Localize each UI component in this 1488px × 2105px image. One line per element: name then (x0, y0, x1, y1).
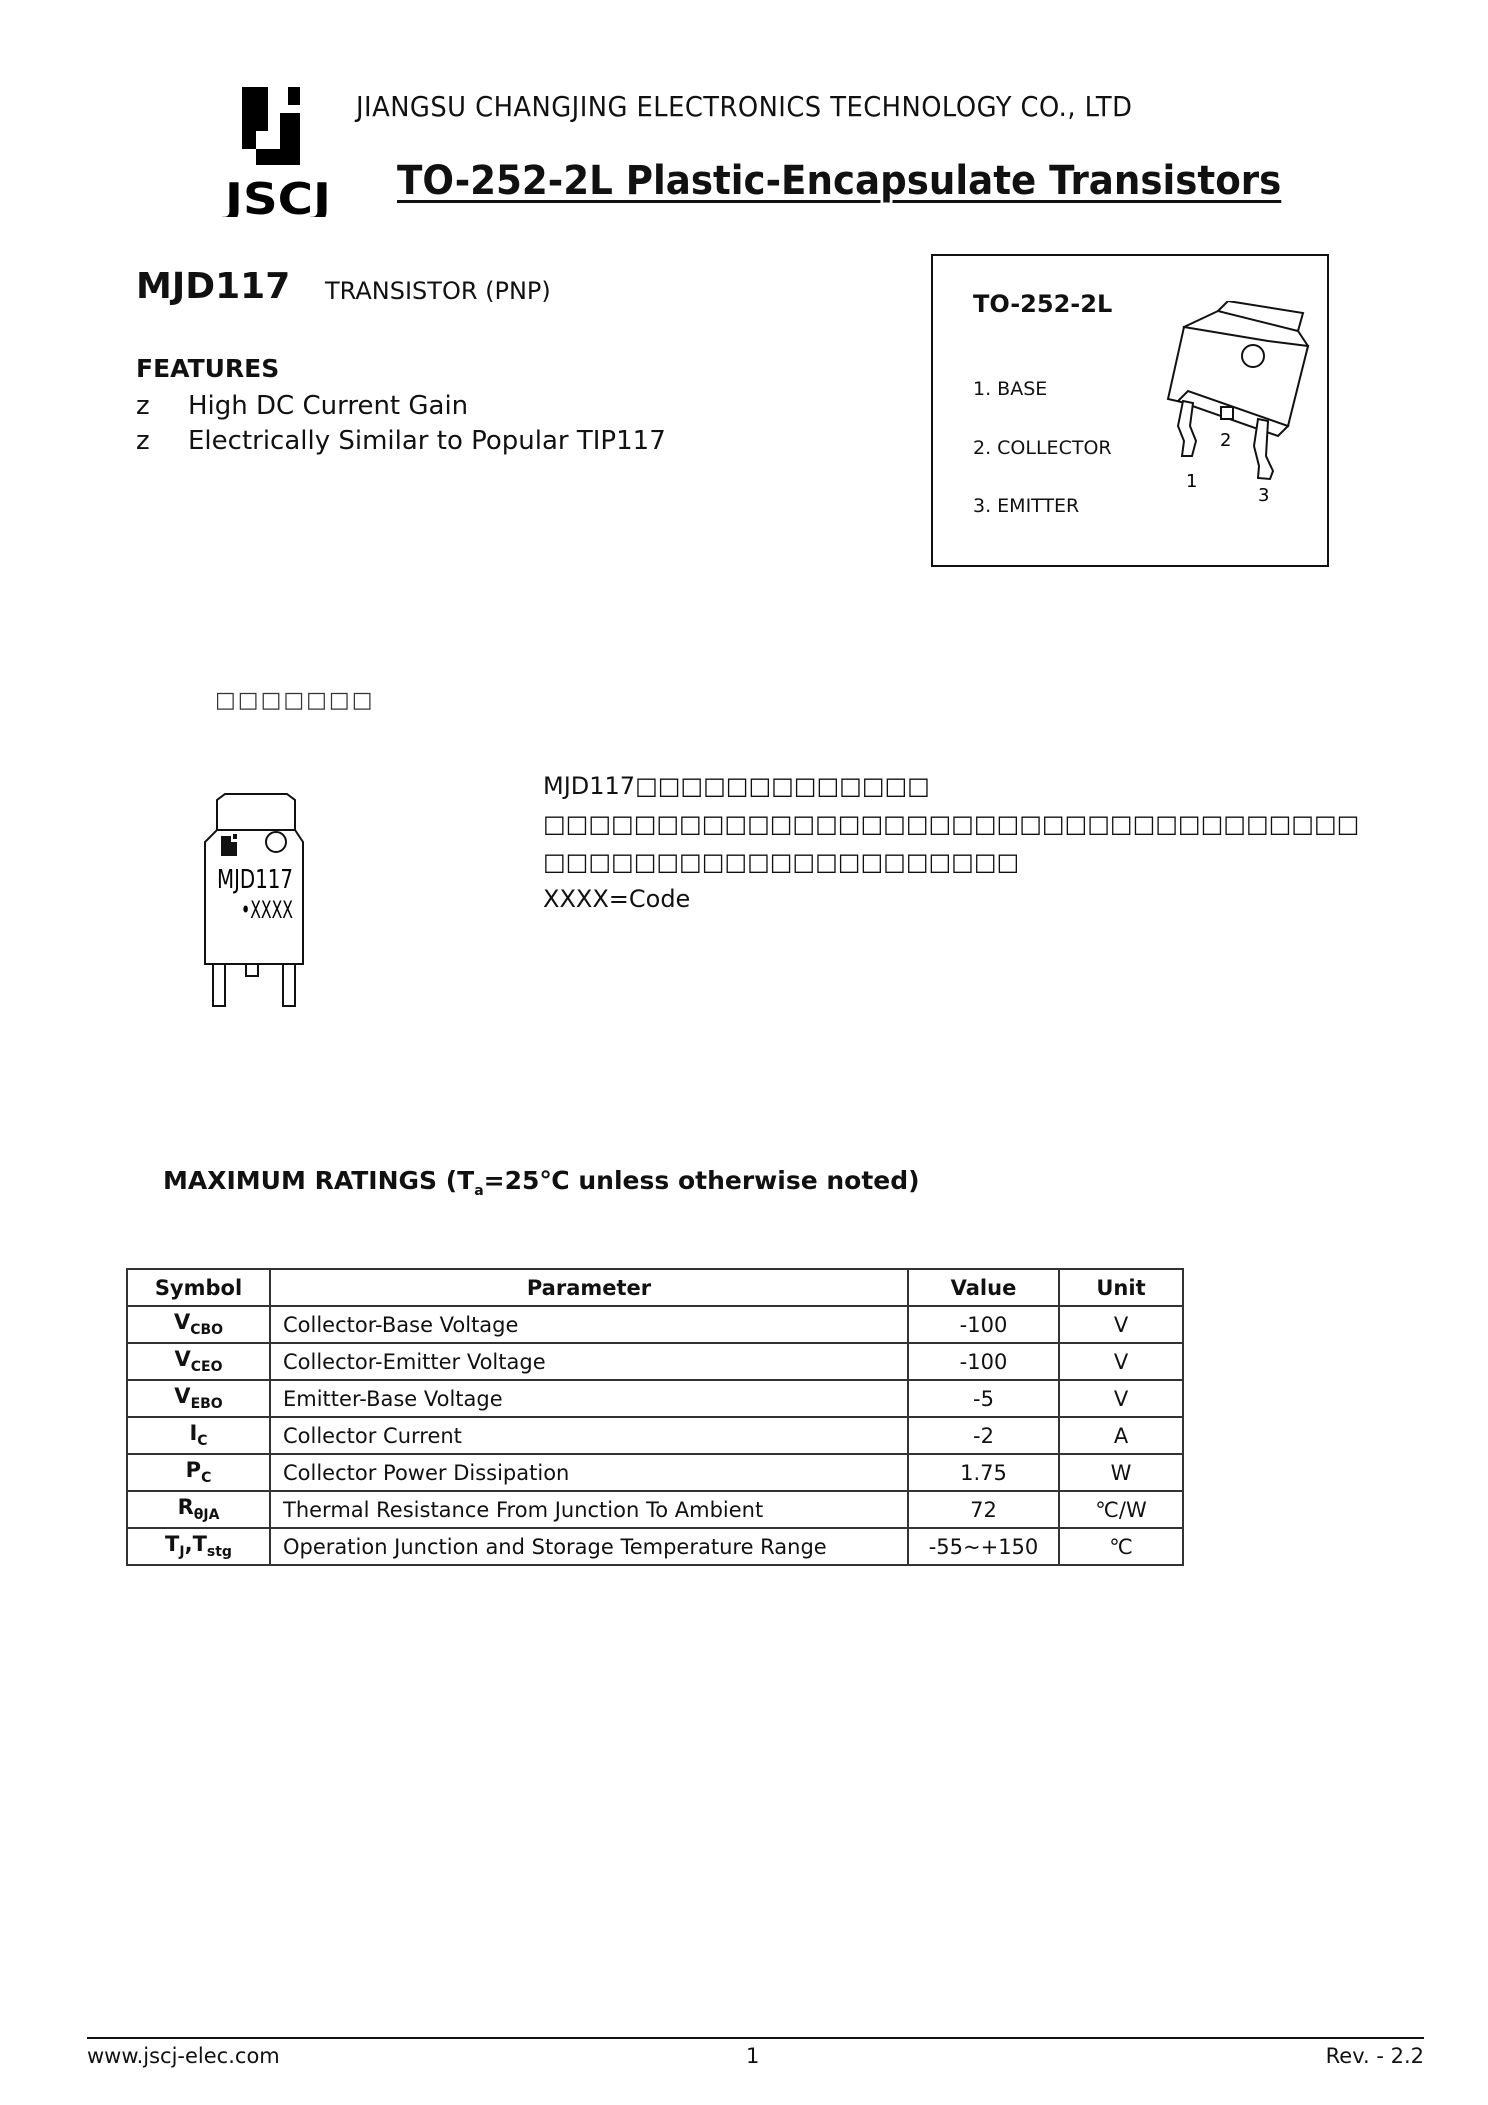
marking-line: □□□□□□□□□□□□□□□□□□□□□□□□□□□□□□□□□□□□ (543, 810, 1360, 838)
symbol-cell: $R_{\theta JA}$ (127, 1491, 270, 1528)
footer-website: www.jscj-elec.com (87, 2044, 280, 2068)
table-row (127, 1454, 1183, 1491)
marking-heading: □□□□□□□ (215, 688, 375, 713)
company-name: JIANGSU CHANGJING ELECTRONICS TECHNOLOGY CO., LTD (356, 90, 1133, 123)
parameter-cell: Collector-Base Voltage (270, 1306, 908, 1343)
symbol-cell: $V_{EBO}$ (127, 1380, 270, 1417)
chip-part-number: MJD117 (217, 865, 293, 895)
document-title: TO-252-2L Plastic-Encapsulate Transistors (397, 158, 1282, 204)
value-cell: -100 (908, 1343, 1059, 1380)
company-logo (222, 87, 334, 217)
column-header: Unit (1059, 1269, 1183, 1306)
parameter-cell: Emitter-Base Voltage (270, 1380, 908, 1417)
max-ratings-table (126, 1268, 1184, 1566)
value-cell: -2 (908, 1417, 1059, 1454)
column-header: Value (908, 1269, 1059, 1306)
feature-text: Electrically Similar to Popular TIP117 (188, 426, 666, 456)
bullet: z (136, 391, 150, 421)
symbol-cell: $I_C$ (127, 1417, 270, 1454)
parameter-cell: Collector Current (270, 1417, 908, 1454)
logo-text: JSCJ (222, 174, 331, 217)
unit-cell: V (1059, 1306, 1183, 1343)
marking-line: □□□□□□□□□□□□□□□□□□□□□ (543, 848, 1020, 876)
table-header-row (127, 1269, 1183, 1306)
unit-cell: ℃/W (1059, 1491, 1183, 1528)
symbol-cell: $T_J,T_{stg}$ (127, 1528, 270, 1565)
max-ratings-heading: MAXIMUM RATINGS ($T_a=25℃$ unless otherwise noted) (163, 1166, 920, 1199)
marking-code-legend: XXXX=Code (543, 885, 691, 913)
pin-number: 2 (1220, 430, 1232, 451)
value-cell: -5 (908, 1380, 1059, 1417)
parameter-cell: Collector-Emitter Voltage (270, 1343, 908, 1380)
package-name: TO-252-2L (973, 290, 1113, 318)
column-header: Symbol (127, 1269, 270, 1306)
revision: Rev. - 2.2 (1325, 2044, 1424, 2068)
table-row (127, 1306, 1183, 1343)
parameter-cell: Operation Junction and Storage Temperature Range (270, 1528, 908, 1565)
value-cell: -100 (908, 1306, 1059, 1343)
pin-number: 3 (1258, 485, 1270, 506)
unit-cell: V (1059, 1343, 1183, 1380)
feature-item (136, 426, 666, 456)
pin-label: 2. COLLECTOR (973, 437, 1112, 459)
parameter-cell: Thermal Resistance From Junction To Ambient (270, 1491, 908, 1528)
table-row (127, 1380, 1183, 1417)
table-row (127, 1528, 1183, 1565)
table-row (127, 1343, 1183, 1380)
feature-item (136, 391, 468, 421)
value-cell: 72 (908, 1491, 1059, 1528)
unit-cell: V (1059, 1380, 1183, 1417)
unit-cell: W (1059, 1454, 1183, 1491)
feature-text: High DC Current Gain (188, 391, 469, 421)
package-box (931, 254, 1329, 567)
column-header: Parameter (270, 1269, 908, 1306)
unit-cell: A (1059, 1417, 1183, 1454)
table-row (127, 1417, 1183, 1454)
part-type: TRANSISTOR (PNP) (325, 277, 551, 305)
pin-label: 1. BASE (973, 378, 1048, 400)
symbol-cell: $V_{CEO}$ (127, 1343, 270, 1380)
page-number: 1 (746, 2044, 760, 2068)
symbol-cell: $P_C$ (127, 1454, 270, 1491)
features-heading: FEATURES (136, 354, 280, 383)
marking-package-drawing (201, 786, 346, 1008)
symbol-cell: $V_{CBO}$ (127, 1306, 270, 1343)
part-number: MJD117 (136, 266, 291, 307)
table-row (127, 1491, 1183, 1528)
unit-cell: ℃ (1059, 1528, 1183, 1565)
value-cell: 1.75 (908, 1454, 1059, 1491)
marking-line: MJD117□□□□□□□□□□□□□ (543, 772, 930, 800)
pin-label: 3. EMITTER (973, 495, 1080, 517)
pin-number: 1 (1186, 471, 1198, 492)
bullet: z (136, 426, 150, 456)
chip-code: •XXXX (241, 896, 293, 924)
package-3d-drawing (1158, 301, 1318, 521)
footer-divider (87, 2037, 1424, 2039)
value-cell: -55~+150 (908, 1528, 1059, 1565)
parameter-cell: Collector Power Dissipation (270, 1454, 908, 1491)
